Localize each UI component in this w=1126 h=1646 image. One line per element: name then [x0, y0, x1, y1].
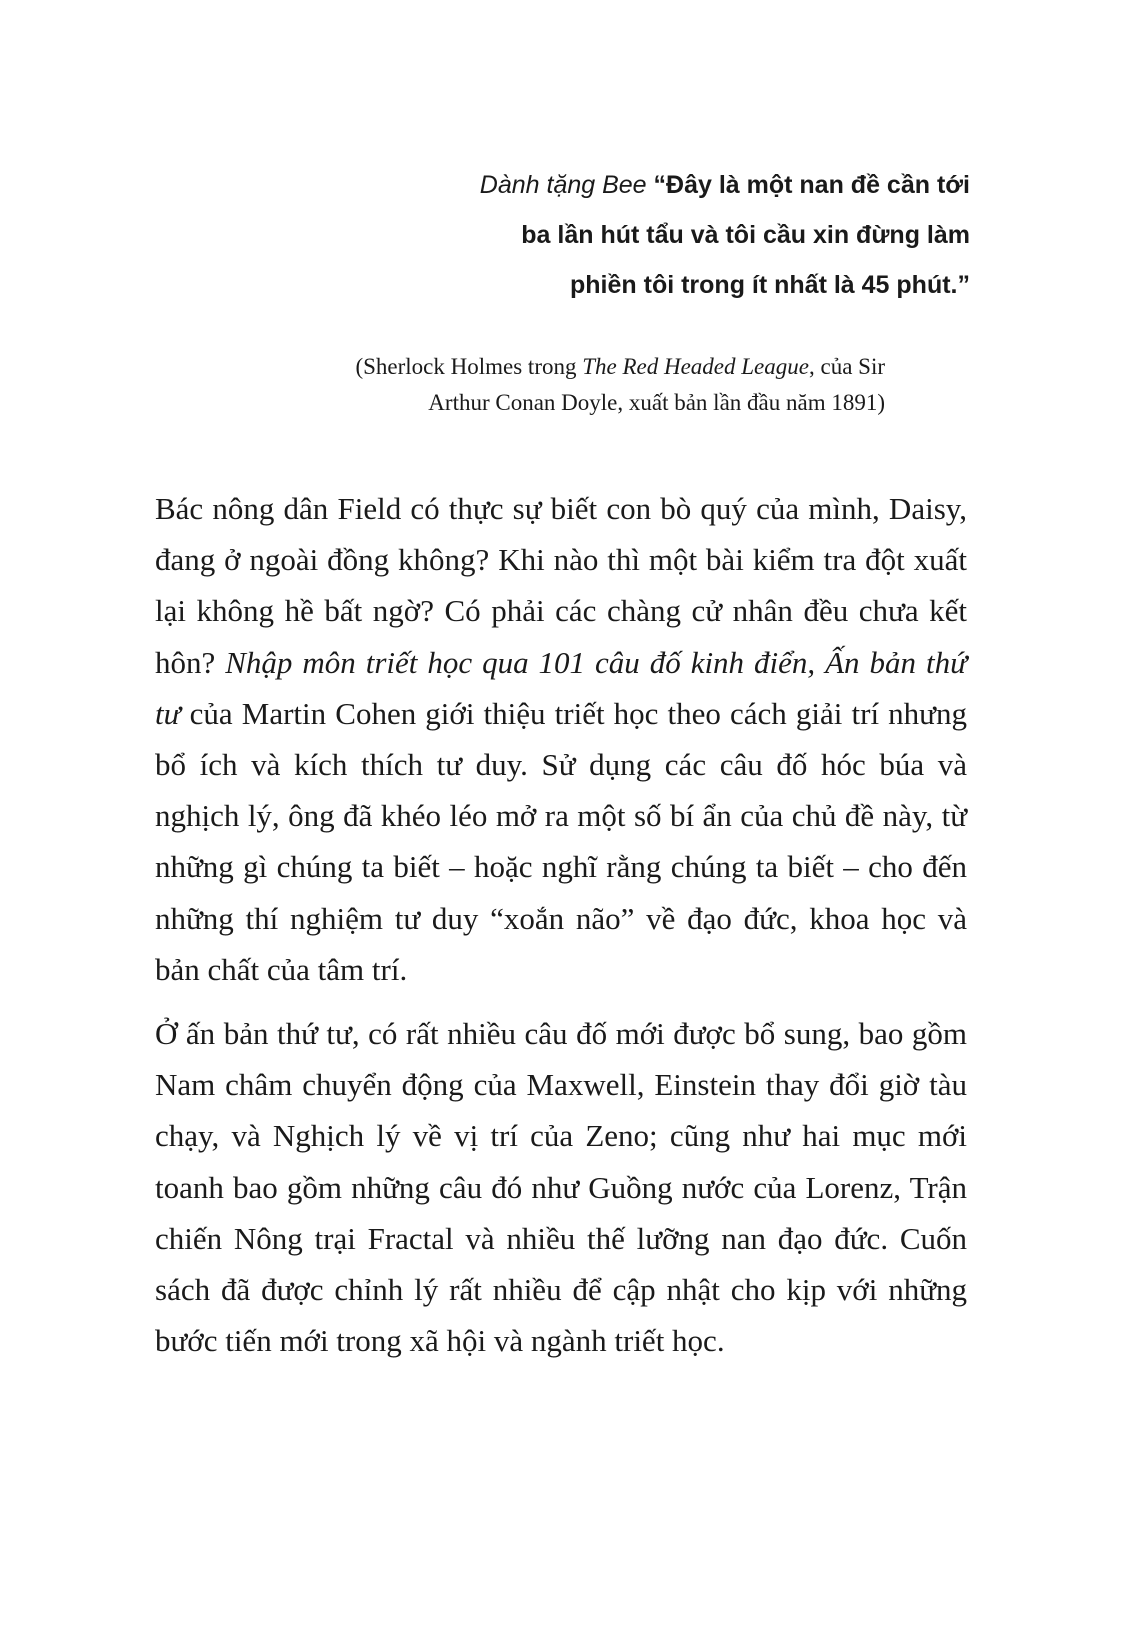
attribution-suffix: , của Sir Arthur Conan Doyle, xuất bản lần đầu năm 1891) — [428, 354, 885, 415]
book-title: Nhập môn triết học qua 101 câu đố kinh điển, Ấn bản thứ tư — [155, 644, 967, 731]
dedication-text: Dành tặng Bee — [479, 171, 647, 199]
quote-attribution — [320, 349, 885, 421]
attribution-prefix: (Sherlock Holmes trong — [355, 354, 583, 379]
paragraph-1-rest: của Martin Cohen giới thiệu triết học theo cách giải trí nhưng bổ ích và kích thích tư duy. Sử dụng các câu đố hóc búa và nghịch lý, ông đã khéo léo mở ra một số bí ẩn của chủ đề này, từ những gì chúng ta biết – hoặc nghĩ rằng chúng ta biết – cho đến những thí nghiệm tư duy “xoắn não” về đạo đức, khoa học và bản chất của tâm trí. — [155, 695, 967, 987]
epigraph — [470, 160, 970, 310]
body-text — [155, 483, 967, 1366]
epigraph-quote: “Đây là một nan đề cần tới ba lần hút tẩu và tôi cầu xin đừng làm phiền tôi trong ít nhất là 45 phút.” — [521, 171, 970, 299]
paragraph-1 — [155, 483, 967, 995]
paragraph-2: Ở ấn bản thứ tư, có rất nhiều câu đố mới được bổ sung, bao gồm Nam châm chuyển động của Maxwell, Einstein thay đổi giờ tàu chạy, và Nghịch lý về vị trí của Zeno; cũng như hai mục mới toanh bao gồm những câu đó như Guồng nước của Lorenz, Trận chiến Nông trại Fractal và nhiều thế lưỡng nan đạo đức. Cuốn sách đã được chỉnh lý rất nhiều để cập nhật cho kịp với những bước tiến mới trong xã hội và ngành triết học. — [155, 1016, 967, 1359]
attribution-story-title: The Red Headed League — [582, 354, 809, 379]
paragraph-1-intro: Bác nông dân Field có thực sự biết con bò quý của mình, Daisy, đang ở ngoài đồng không? Khi nào thì một bài kiểm tra đột xuất lại không hề bất ngờ? Có phải các chàng cử nhân đều chưa kết hôn? — [155, 491, 967, 680]
